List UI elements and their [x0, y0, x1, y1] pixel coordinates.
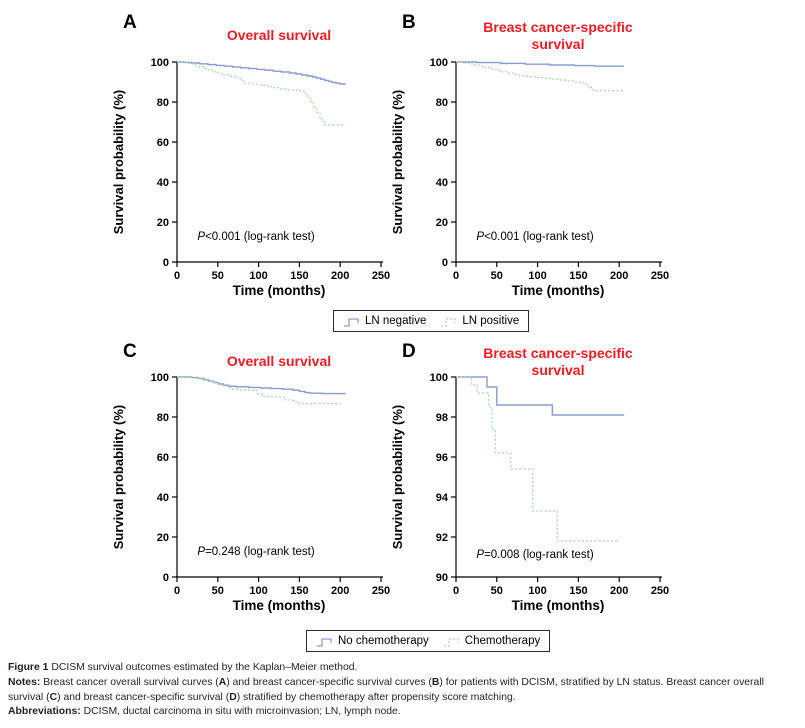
svg-text:50: 50 [211, 585, 224, 597]
svg-text:0: 0 [162, 571, 169, 584]
chemotherapy-step-line-icon [443, 635, 461, 648]
svg-text:0: 0 [173, 585, 181, 597]
svg-text:150: 150 [569, 585, 588, 597]
panel-C [107, 323, 407, 615]
y-axis-label: Survival probability (%) [111, 404, 126, 550]
y-axis-label: Survival probability (%) [390, 404, 405, 550]
svg-text:100: 100 [249, 270, 268, 282]
panel-A-letter: A [123, 12, 137, 33]
svg-text:100: 100 [249, 585, 268, 597]
svg-text:94: 94 [435, 491, 448, 504]
p-value-annotation: P=0.008 (log-rank test) [476, 549, 594, 561]
svg-text:50: 50 [490, 270, 503, 282]
svg-text:0: 0 [452, 270, 460, 282]
svg-text:80: 80 [156, 411, 169, 424]
svg-text:100: 100 [429, 56, 448, 69]
x-axis-label: Time (months) [511, 283, 605, 298]
legend-item-chemotherapy [443, 635, 540, 648]
panel-C-letter: C [123, 341, 137, 362]
y-axis-label: Survival probability (%) [111, 89, 126, 235]
svg-text:250: 250 [371, 270, 391, 282]
panel-D-title: Breast cancer-specific survival [483, 344, 633, 378]
svg-text:98: 98 [435, 411, 448, 424]
svg-text:40: 40 [156, 491, 169, 504]
y-axis-label: Survival probability (%) [390, 89, 405, 235]
svg-text:0: 0 [162, 256, 169, 269]
svg-text:60: 60 [156, 451, 169, 464]
svg-text:50: 50 [490, 585, 503, 597]
svg-text:150: 150 [569, 270, 588, 282]
svg-text:250: 250 [650, 585, 670, 597]
svg-text:92: 92 [435, 531, 448, 544]
svg-text:250: 250 [371, 585, 391, 597]
svg-text:100: 100 [528, 270, 547, 282]
panel-B-plot [386, 8, 686, 300]
svg-text:200: 200 [331, 585, 350, 597]
p-value-annotation: P<0.001 (log-rank test) [476, 231, 594, 243]
svg-text:200: 200 [610, 585, 629, 597]
tick-labels [151, 372, 391, 597]
svg-text:0: 0 [441, 256, 448, 269]
svg-text:100: 100 [528, 585, 547, 597]
x-axis-label: Time (months) [232, 598, 326, 613]
no-chemotherapy-step-line-icon [316, 635, 334, 648]
legend-label-ln-negative: LN negative [365, 315, 427, 327]
svg-text:40: 40 [156, 176, 169, 189]
legend-item-no-chemotherapy [316, 635, 429, 648]
svg-text:20: 20 [435, 216, 448, 229]
svg-text:80: 80 [435, 96, 448, 109]
x-axis-label: Time (months) [232, 283, 326, 298]
figure-caption [8, 661, 800, 720]
svg-text:40: 40 [435, 176, 448, 189]
caption-paragraph: Abbreviations: DCISM, ductal carcinoma in situ with microinvasion; LN, lymph node. [8, 706, 401, 718]
svg-text:50: 50 [211, 270, 224, 282]
series-line-chemotherapy [177, 377, 340, 404]
panel-B [386, 8, 686, 300]
svg-text:250: 250 [650, 270, 670, 282]
series-line-no-chemotherapy [456, 377, 624, 415]
panel-D-letter: D [402, 341, 416, 362]
svg-text:100: 100 [429, 371, 448, 384]
caption-paragraph: Notes: Breast cancer overall survival curves (A) and breast cancer-specific survival curves (B) for patients with DCISM, stratified by LN status. Breast cancer overall survival (C) and breast cancer-specific survival (D) stratified by chemotherapy after propensity score matching. [8, 676, 764, 703]
series-line-chemotherapy [456, 377, 619, 541]
svg-text:20: 20 [156, 531, 169, 544]
legend-label-chemotherapy: Chemotherapy [464, 635, 541, 647]
caption-paragraph: Figure 1 DCISM survival outcomes estimated by the Kaplan–Meier method. [8, 662, 358, 673]
svg-text:150: 150 [290, 585, 309, 597]
legend-label-ln-positive: LN positive [462, 315, 520, 327]
tick-labels [430, 57, 670, 282]
tick-labels [151, 57, 391, 282]
svg-text:90: 90 [435, 571, 448, 584]
panel-A-title: Overall survival [226, 27, 332, 44]
series-line-no-chemotherapy [177, 377, 345, 394]
legend-label-no-chemotherapy: No chemotherapy [338, 635, 429, 647]
panel-C-title: Overall survival [226, 353, 332, 370]
panel-D-plot [386, 323, 686, 615]
svg-text:0: 0 [173, 270, 181, 282]
svg-text:60: 60 [156, 136, 169, 149]
svg-text:80: 80 [156, 96, 169, 109]
svg-text:96: 96 [435, 451, 448, 464]
panel-A-plot [107, 8, 407, 300]
panel-B-title: Breast cancer-specific survival [483, 18, 633, 52]
x-axis-label: Time (months) [511, 598, 605, 613]
svg-text:20: 20 [156, 216, 169, 229]
svg-text:100: 100 [150, 56, 169, 69]
p-value-annotation: P=0.248 (log-rank test) [197, 546, 315, 558]
svg-text:60: 60 [435, 136, 448, 149]
svg-text:200: 200 [610, 270, 629, 282]
panel-D [386, 323, 686, 615]
panel-C-plot [107, 323, 407, 615]
panel-A [107, 8, 407, 300]
svg-text:100: 100 [150, 371, 169, 384]
p-value-annotation: P<0.001 (log-rank test) [197, 231, 315, 243]
svg-text:200: 200 [331, 270, 350, 282]
series-line-ln-positive [177, 62, 344, 125]
series-line-ln-negative [177, 62, 345, 85]
panel-B-letter: B [402, 12, 416, 33]
svg-text:150: 150 [290, 270, 309, 282]
svg-text:0: 0 [452, 585, 460, 597]
legend-chemotherapy [306, 630, 550, 652]
